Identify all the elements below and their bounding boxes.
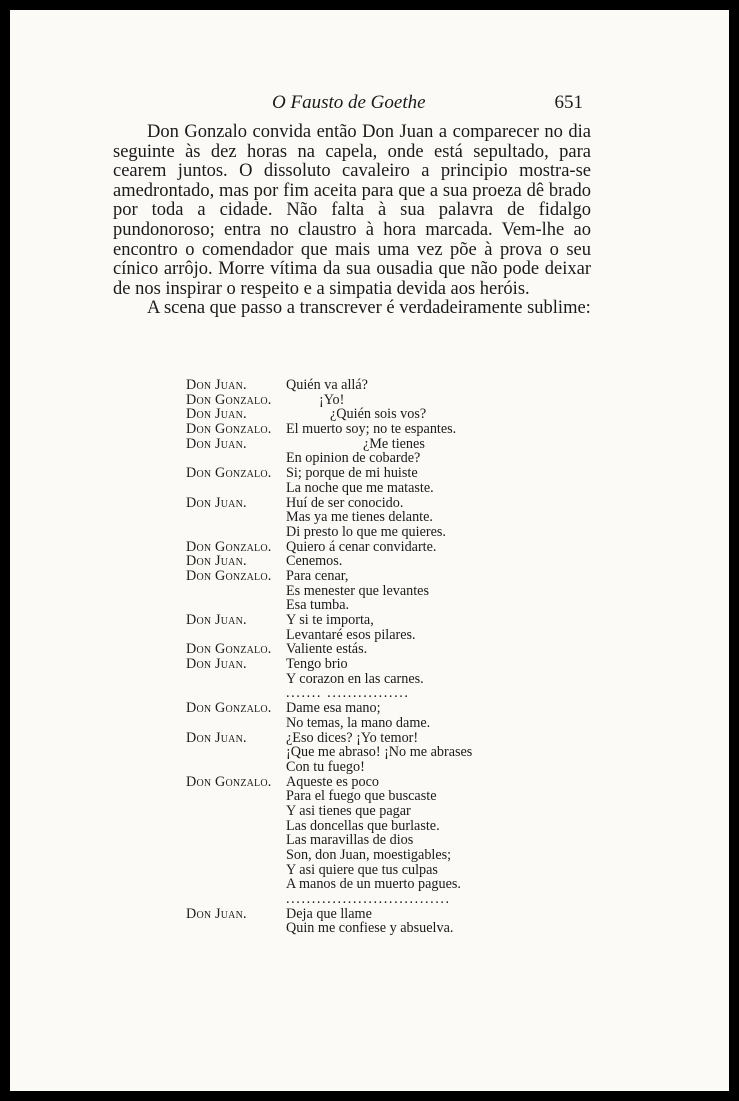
verse-text: Huí de ser conocido. [286, 494, 404, 511]
verse-text: Y asi tienes que pagar [286, 802, 411, 819]
speaker-name: Don Juan. [186, 377, 247, 393]
verse-text: Mas ya me tienes delante. [286, 509, 433, 526]
dialogue-line [186, 921, 546, 936]
dialogue-line [186, 819, 546, 834]
dialogue-line [186, 848, 546, 863]
verse-text: Y corazon en las carnes. [286, 670, 424, 687]
dialogue-line [186, 672, 546, 687]
dialogue-line [186, 760, 546, 775]
dialogue-line [186, 833, 546, 848]
dialogue-line [186, 731, 546, 746]
ellipsis-separator [186, 686, 546, 701]
body-text [113, 123, 591, 319]
dialogue-line [186, 569, 546, 584]
paragraph-2: A scena que passo a transcrever é verdadeiramente sublime: [147, 298, 591, 319]
dialogue-line [186, 716, 546, 731]
verse-text: La noche que me mataste. [286, 479, 434, 496]
verse-text: Levantaré esos pilares. [286, 626, 416, 643]
dialogue-line [186, 481, 546, 496]
speaker-name: Don Juan. [186, 435, 247, 452]
verse-text: ¡Que me abraso! ¡No me abrases [286, 744, 473, 761]
speaker-name: Don Gonzalo. [186, 538, 272, 555]
dialogue-line [186, 554, 546, 569]
verse-text: Con tu fuego! [286, 758, 365, 775]
paragraph-1: Don Gonzalo convida então Don Juan a comparecer no dia seguinte às dez horas na capela, onde está sepultado, para cearem juntos. O dissoluto cavaleiro a principio mostra-se amedrontado, mas por fim aceita para que a sua proeza dê brado por toda a cidade. Não falta à sua palavra de fidalgo pundonoroso; entra no claustro à hora marcada. Vem-lhe ao encontro o comendador que mais uma vez põe à prova o seu cínico arrôjo. Morre vítima da sua ousadia que não pode deixar de nos inspirar o respeito e a simpatia devida aos heróis. [113, 122, 591, 299]
dialogue-line [186, 863, 546, 878]
dialogue-line [186, 775, 546, 790]
verse-text: Deja que llame [286, 905, 372, 922]
verse-text: Y si te importa, [286, 612, 374, 628]
verse-text: Aqueste es poco [286, 773, 379, 790]
verse-text: Di presto lo que me quieres. [286, 523, 446, 540]
speaker-name: Don Gonzalo. [186, 567, 272, 584]
verse-text: ¿Me tienes [363, 435, 425, 452]
ellipsis-dots: ................................ [286, 891, 451, 908]
verse-text: A manos de un muerto pagues. [286, 876, 461, 893]
dialogue-excerpt [186, 378, 546, 936]
ellipsis-dots: ....... ................ [286, 685, 410, 702]
speaker-name: Don Juan. [186, 656, 247, 673]
verse-text: Quin me confiese y absuelva. [286, 920, 454, 937]
dialogue-line [186, 907, 546, 922]
verse-text: El muerto soy; no te espantes. [286, 421, 457, 438]
verse-text: En opinion de cobarde? [286, 450, 421, 467]
dialogue-line [186, 613, 546, 628]
dialogue-line [186, 407, 546, 422]
verse-text: Cenemos. [286, 553, 343, 570]
verse-text: Las maravillas de dios [286, 832, 414, 849]
verse-text: Si; porque de mi huiste [286, 465, 418, 482]
verse-text: Para cenar, [286, 567, 349, 584]
page-number: 651 [554, 92, 583, 113]
speaker-name: Don Juan. [186, 494, 247, 511]
speaker-name: Don Gonzalo. [186, 465, 272, 482]
dialogue-line [186, 466, 546, 481]
verse-text: ¿Eso dices? ¡Yo temor! [286, 729, 419, 746]
dialogue-line [186, 540, 546, 555]
speaker-name: Don Gonzalo. [186, 391, 272, 408]
verse-text: Y asi quiere que tus culpas [286, 861, 438, 878]
verse-text: Valiente estás. [286, 641, 368, 658]
ellipsis-separator [186, 892, 546, 907]
dialogue-line [186, 378, 546, 393]
dialogue-line [186, 510, 546, 525]
dialogue-line [186, 525, 546, 540]
dialogue-line [186, 496, 546, 511]
dialogue-line [186, 804, 546, 819]
speaker-name: Don Juan. [186, 612, 247, 628]
dialogue-line [186, 451, 546, 466]
verse-text: Quién va allá? [286, 377, 368, 393]
dialogue-line [186, 598, 546, 613]
verse-text: ¿Quién sois vos? [330, 406, 427, 423]
dialogue-line [186, 393, 546, 408]
speaker-name: Don Gonzalo. [186, 421, 272, 438]
verse-text: Las doncellas que burlaste. [286, 817, 440, 834]
speaker-name: Don Gonzalo. [186, 641, 272, 658]
dialogue-line [186, 642, 546, 657]
dialogue-line [186, 701, 546, 716]
speaker-name: Don Juan. [186, 406, 247, 423]
verse-text: Para el fuego que buscaste [286, 788, 437, 805]
dialogue-line [186, 584, 546, 599]
running-header [10, 92, 729, 118]
dialogue-line [186, 437, 546, 452]
verse-text: Dame esa mano; [286, 700, 381, 717]
verse-text: ¡Yo! [319, 391, 345, 408]
verse-text: No temas, la mano dame. [286, 714, 431, 731]
dialogue-line [186, 745, 546, 760]
speaker-name: Don Juan. [186, 729, 247, 746]
speaker-name: Don Gonzalo. [186, 773, 272, 790]
verse-text: Quiero á cenar convidarte. [286, 538, 437, 555]
dialogue-line [186, 628, 546, 643]
verse-text: Esa tumba. [286, 597, 350, 614]
running-title: O Fausto de Goethe [272, 92, 426, 113]
verse-text: Son, don Juan, moestigables; [286, 847, 452, 863]
verse-text: Es menester que levantes [286, 582, 430, 599]
dialogue-line [186, 657, 546, 672]
book-page [10, 10, 729, 1091]
dialogue-line [186, 877, 546, 892]
speaker-name: Don Gonzalo. [186, 700, 272, 717]
verse-text: Tengo brio [286, 656, 348, 673]
dialogue-line [186, 789, 546, 804]
speaker-name: Don Juan. [186, 905, 247, 922]
dialogue-line [186, 422, 546, 437]
speaker-name: Don Juan. [186, 553, 247, 570]
